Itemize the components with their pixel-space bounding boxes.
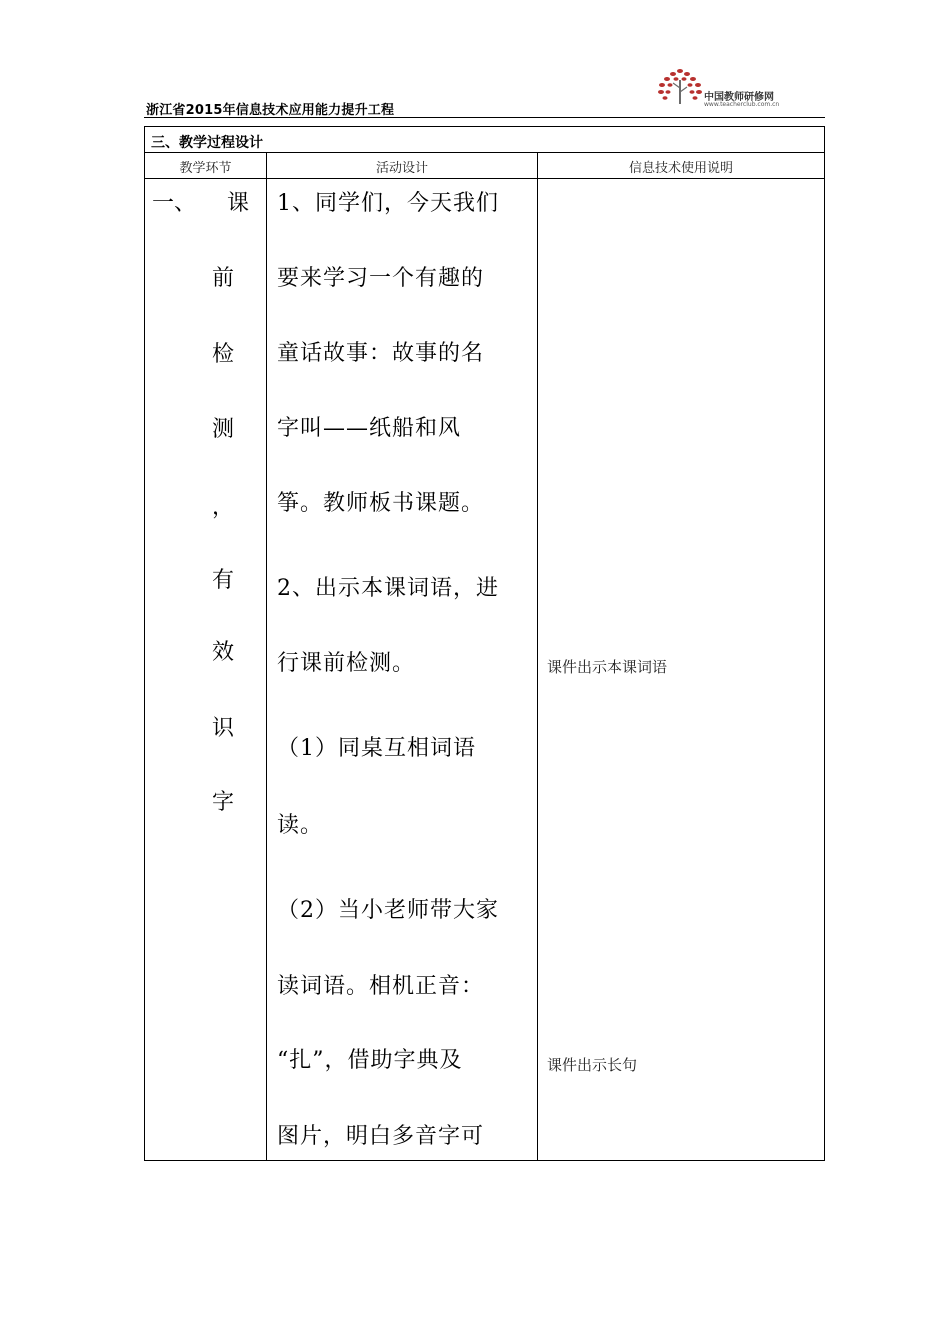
stage-char: 字 <box>211 790 234 815</box>
stage-char: 课 <box>227 191 250 216</box>
it-note: 课件出示本课词语 <box>547 658 668 676</box>
page-header <box>144 66 825 118</box>
activity-line: 读。 <box>277 813 324 838</box>
header-rule <box>144 117 825 118</box>
logo-name: 中国教师研修网 <box>704 92 774 103</box>
activity-line: 童话故事：故事的名 <box>277 341 485 366</box>
activity-line: 字叫——纸船和风 <box>277 416 462 441</box>
activity-line: 图片，明白多音字可 <box>277 1124 485 1149</box>
activity-line: 读词语。相机正音： <box>277 974 485 999</box>
logo-url: www.teacherclub.com.cn <box>704 101 780 108</box>
column-divider <box>537 153 538 1160</box>
stage-char: 有 <box>211 568 234 593</box>
it-note: 课件出示长句 <box>547 1056 638 1074</box>
section-title-row <box>145 127 824 153</box>
activity-line: “扎”，借助字典及 <box>277 1048 463 1073</box>
stage-char: 检 <box>211 342 234 367</box>
stage-char: ， <box>211 495 234 520</box>
teaching-process-table <box>144 126 825 1161</box>
column-header-stage: 教学环节 <box>179 161 232 176</box>
header-title: 浙江省2015年信息技术应用能力提升工程 <box>146 103 395 118</box>
activity-line: 筝。教师板书课题。 <box>277 491 485 516</box>
section-title: 三、教学过程设计 <box>151 135 263 151</box>
activity-line: 1、同学们，今天我们 <box>277 191 499 216</box>
activity-line: 要来学习一个有趣的 <box>277 266 485 291</box>
column-header-row <box>145 153 824 179</box>
activity-line: 2、出示本课词语，进 <box>277 576 499 601</box>
stage-char: 效 <box>211 640 234 665</box>
column-header-activity: 活动设计 <box>375 161 428 176</box>
teacherclub-logo <box>656 66 826 114</box>
column-header-it-notes: 信息技术使用说明 <box>628 161 733 176</box>
stage-char: 测 <box>211 417 234 442</box>
stage-char: 前 <box>211 266 234 291</box>
stage-char: 识 <box>211 716 234 741</box>
column-divider <box>266 153 267 1160</box>
stage-heading-prefix: 一、 <box>152 191 197 216</box>
activity-line: （2）当小老师带大家 <box>277 898 499 923</box>
logo-tree-icon <box>656 66 704 110</box>
activity-line: 行课前检测。 <box>277 651 416 676</box>
activity-line: （1）同桌互相词语 <box>277 736 476 761</box>
